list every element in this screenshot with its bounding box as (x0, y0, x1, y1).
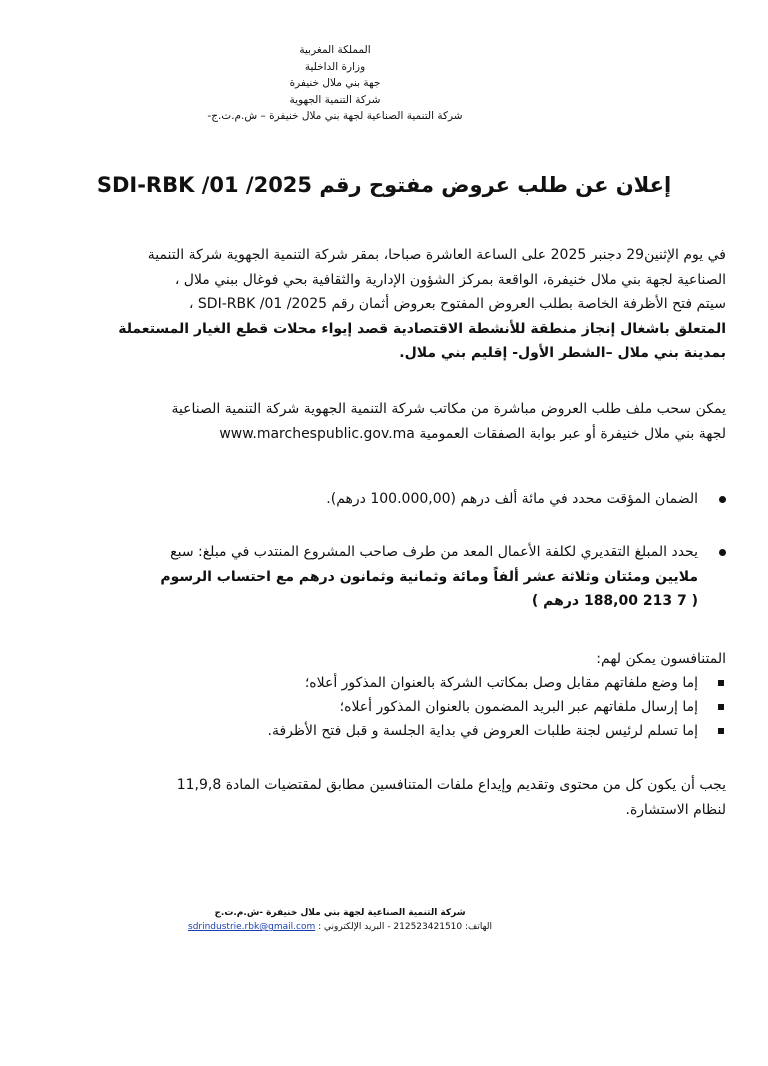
opening-line-4: المتعلق باشغال إنجاز منطقة للأنشطة الاقتصادية قصد إيواء محلات قطع الغيار المستعملة (118, 320, 726, 337)
square-bullet-icon (718, 704, 724, 710)
bullet-dot-icon (719, 496, 726, 503)
footer (120, 906, 560, 934)
email-label: - البريد الإلكتروني : (318, 922, 391, 932)
phone-number: 212523421510 (393, 922, 463, 932)
letterhead-line-industrial-company: شركة التنمية الصناعية لجهة بني ملال خنيفرة – ش.م.ت.ج- (207, 110, 463, 122)
letterhead-line-region: جهة بني ملال خنيفرة (289, 77, 381, 89)
conformity-line-1: يجب أن يكون كل من محتوى وتقديم وإيداع ملفات المتنافسين مطابق لمقتضيات المادة 11,9,8 (176, 777, 726, 793)
opening-line-1: في يوم الإثنين29 دجنبر 2025 على الساعة العاشرة صباحا، بمقر شركة التنمية الجهوية شركة التنمية (147, 247, 726, 263)
competitors-heading: المتنافسون يمكن لهم: (596, 651, 726, 667)
guarantee-text: الضمان المؤقت محدد في مائة ألف درهم (100.000,00 درهم). (326, 491, 698, 507)
email-link[interactable]: sdrindustrie.rbk@gmail.com (188, 922, 316, 932)
footer-contact (120, 920, 560, 934)
opening-paragraph (36, 243, 726, 366)
estimate-bullet (36, 540, 726, 614)
letterhead (180, 42, 490, 125)
withdrawal-line-2: لجهة بني ملال خنيفرة أو عبر بوابة الصفقات العمومية www.marchespublic.gov.ma (219, 425, 726, 442)
opening-line-2: الصناعية لجهة بني ملال خنيفرة، الواقعة بمركز الشؤون الإدارية والثقافية بحي فوغال ببني ملال ، (174, 271, 726, 288)
estimate-line-3: ( 7 213 188,00 درهم ) (531, 593, 698, 609)
withdrawal-line-1: يمكن سحب ملف طلب العروض مباشرة من مكاتب شركة التنمية الجهوية شركة التنمية الصناعية (171, 401, 726, 417)
opening-line-3: سيتم فتح الأظرفة الخاصة بطلب العروض المفتوح بعروض أثمان رقم 2025/ SDI-RBK /01 ، (188, 296, 726, 312)
conformity-line-2: لنظام الاستشارة. (625, 801, 726, 818)
competitor-option-text: إما وضع ملفاتهم مقابل وصل بمكاتب الشركة بالعنوان المذكور أعلاه؛ (304, 675, 698, 691)
competitors-section (36, 647, 726, 743)
square-bullet-icon (718, 728, 724, 734)
square-bullet-icon (718, 680, 724, 686)
estimate-line-2: ملايين ومئتان وثلاثة عشر ألفاً ومائة وثمانية وثمانون درهم مع احتساب الرسوم (160, 568, 698, 585)
list-item (36, 695, 726, 719)
letterhead-line-regional-company: شركة التنمية الجهوية (289, 93, 381, 106)
competitor-option-text: إما إرسال ملفاتهم عبر البريد المضمون بالعنوان المذكور أعلاه؛ (339, 699, 698, 715)
withdrawal-paragraph (36, 397, 726, 446)
conformity-paragraph (36, 773, 726, 822)
bullet-dot-icon (719, 549, 726, 556)
estimate-line-1: يحدد المبلغ التقديري لكلفة الأعمال المعد من طرف صاحب المشروع المنتدب في مبلغ: سبع (170, 544, 698, 560)
competitor-option-text: إما تسلم لرئيس لجنة طلبات العروض في بداية الجلسة و قبل فتح الأظرفة. (267, 723, 698, 739)
guarantee-bullet (36, 487, 726, 512)
list-item (36, 540, 726, 614)
footer-company: شركة التنمية الصناعية لجهة بني ملال خنيفرة -ش.م.ت.ج (214, 908, 466, 918)
letterhead-line-kingdom: المملكة المغربية (299, 44, 371, 56)
announcement-title: إعلان عن طلب عروض مفتوح رقم 2025/ SDI-RBK /01 (96, 173, 672, 197)
list-item (36, 671, 726, 695)
phone-label: الهاتف: (465, 922, 492, 932)
list-item (36, 487, 726, 512)
letterhead-line-ministry: وزارة الداخلية (304, 60, 366, 73)
list-item (36, 719, 726, 743)
opening-line-5: بمدينة بني ملال –الشطر الأول- إقليم بني ملال. (399, 345, 726, 361)
